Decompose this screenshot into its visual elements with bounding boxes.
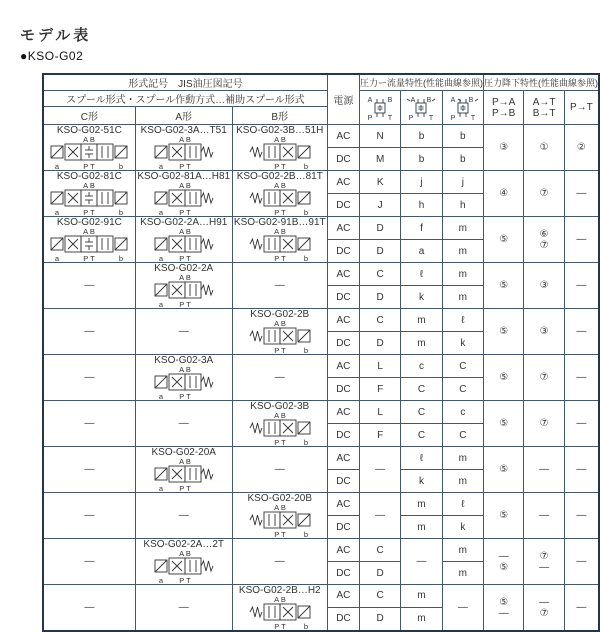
svg-text:T: T: [470, 115, 475, 121]
svg-text:P T: P T: [83, 254, 96, 262]
model-name: KSO-G02-81A…H81: [137, 171, 231, 182]
model-row-ac: [43, 171, 599, 194]
model-row-ac: [43, 125, 599, 148]
pressure-drop-cell: —: [564, 447, 599, 493]
pressure-drop-cell: —: [564, 539, 599, 585]
svg-text:T: T: [388, 115, 393, 121]
pressure-drop-cell: ⑦ —: [524, 539, 564, 585]
flow-letter-cell: D: [359, 240, 400, 263]
model-cell: [43, 171, 135, 217]
pressure-drop-cell: ②: [564, 125, 599, 171]
pressure-drop-cell: ④: [483, 171, 523, 217]
svg-text:A B: A B: [178, 136, 191, 144]
header-drop-col-pt: P→T: [564, 91, 599, 125]
empty-model-cell: —: [43, 263, 135, 309]
flow-letter-cell: h: [442, 194, 483, 217]
model-name: KSO-G02-20B: [247, 493, 312, 504]
valve-schematic-icon: [248, 182, 312, 216]
valve-schematic-icon: [153, 182, 215, 216]
svg-text:b: b: [119, 162, 124, 170]
flow-letter-cell-merged: —: [359, 493, 400, 539]
model-cell: [135, 217, 232, 263]
pressure-drop-cell: ⑤: [483, 309, 523, 355]
model-cell: [232, 171, 327, 217]
power-cell: AC: [327, 493, 359, 516]
pressure-drop-cell: — ⑦: [524, 585, 564, 632]
flow-letter-cell: m: [401, 309, 442, 332]
flow-letter-cell: C: [401, 378, 442, 401]
empty-model-cell: —: [135, 401, 232, 447]
flow-letter-cell: L: [359, 401, 400, 424]
valve-schematic-icon: [248, 504, 312, 538]
svg-text:P T: P T: [274, 162, 286, 170]
svg-text:a: a: [158, 484, 163, 492]
svg-text:a: a: [55, 254, 60, 262]
header-power: 電源: [327, 74, 359, 125]
flow-letter-cell: j: [442, 171, 483, 194]
svg-text:P: P: [409, 115, 414, 121]
svg-text:a: a: [158, 576, 163, 584]
model-name: KSO-G02-2B: [250, 309, 310, 320]
pressure-drop-cell: ③: [524, 309, 564, 355]
svg-text:a: a: [55, 208, 60, 216]
model-name: KSO-G02-3B: [250, 401, 310, 412]
model-name: KSO-G02-81C: [56, 171, 122, 182]
svg-text:P T: P T: [179, 300, 191, 308]
svg-text:P T: P T: [179, 162, 191, 170]
flow-letter-cell: k: [401, 470, 442, 493]
svg-text:A B: A B: [178, 366, 191, 374]
svg-text:P: P: [450, 115, 456, 121]
model-row-ac: [43, 447, 599, 470]
header-drop-col-pa-pb: P→A P→B: [483, 91, 523, 125]
model-cell: [135, 539, 232, 585]
svg-text:P T: P T: [274, 438, 286, 446]
svg-text:A B: A B: [178, 550, 191, 558]
flow-letter-cell: C: [401, 401, 442, 424]
flow-letter-cell: F: [359, 378, 400, 401]
power-cell: AC: [327, 447, 359, 470]
svg-text:A B: A B: [273, 320, 286, 328]
flow-letter-cell: k: [442, 516, 483, 539]
power-cell: DC: [327, 562, 359, 585]
valve-schematic-icon: [49, 228, 129, 262]
model-cell: [135, 171, 232, 217]
power-cell: DC: [327, 148, 359, 171]
header-drop-col-at-bt: A→T B→T: [524, 91, 564, 125]
empty-model-cell: —: [135, 309, 232, 355]
valve-schematic-icon: [248, 596, 312, 630]
valve-symbol-closed-center-icon: [362, 94, 398, 121]
model-cell: [232, 217, 327, 263]
flow-letter-cell: ℓ: [401, 263, 442, 286]
flow-letter-cell: f: [401, 217, 442, 240]
pressure-drop-cell: —: [564, 263, 599, 309]
flow-letter-cell: C: [401, 424, 442, 447]
model-name: KSO-G02-3A: [154, 355, 214, 366]
svg-text:b: b: [119, 254, 124, 262]
flow-letter-cell: C: [359, 539, 400, 562]
flow-letter-cell: m: [401, 516, 442, 539]
valve-schematic-icon: [49, 182, 129, 216]
model-cell: [43, 217, 135, 263]
model-name: KSO-G02-20A: [151, 447, 216, 458]
svg-text:P T: P T: [83, 208, 96, 216]
pressure-drop-cell: —: [564, 217, 599, 263]
pressure-drop-cell: ⑤: [483, 401, 523, 447]
flow-letter-cell-merged: —: [401, 539, 442, 585]
model-name: KSO-G02-2A…H91: [140, 217, 228, 228]
empty-model-cell: —: [43, 355, 135, 401]
svg-text:P T: P T: [83, 162, 96, 170]
pressure-drop-cell: ①: [524, 125, 564, 171]
empty-model-cell: —: [232, 263, 327, 309]
flow-letter-cell: J: [359, 194, 400, 217]
power-cell: AC: [327, 585, 359, 608]
flow-symbol-1-cell: [359, 91, 400, 125]
flow-letter-cell: m: [442, 217, 483, 240]
model-row-ac: [43, 355, 599, 378]
flow-letter-cell: D: [359, 332, 400, 355]
power-cell: AC: [327, 309, 359, 332]
model-cell: [232, 585, 327, 632]
flow-letter-cell-merged: —: [442, 585, 483, 632]
power-cell: DC: [327, 607, 359, 631]
valve-schematic-icon: [153, 550, 215, 584]
header-format-symbol: 形式記号 JIS油圧図記号: [43, 74, 327, 91]
power-cell: DC: [327, 516, 359, 539]
pressure-drop-cell: —: [524, 493, 564, 539]
power-cell: DC: [327, 240, 359, 263]
power-cell: AC: [327, 217, 359, 240]
model-row-ac: [43, 585, 599, 608]
power-cell: DC: [327, 424, 359, 447]
svg-text:A B: A B: [178, 274, 191, 282]
flow-letter-cell: M: [359, 148, 400, 171]
pressure-drop-cell: ⑤: [483, 493, 523, 539]
valve-schematic-icon: [248, 412, 312, 446]
valve-schematic-icon: [248, 320, 312, 354]
power-cell: AC: [327, 401, 359, 424]
power-cell: DC: [327, 378, 359, 401]
model-cell: [232, 401, 327, 447]
model-name: KSO-G02-3A…T51: [140, 125, 227, 136]
model-row-ac: [43, 263, 599, 286]
empty-model-cell: —: [43, 539, 135, 585]
pressure-drop-cell: —: [564, 171, 599, 217]
svg-text:b: b: [303, 438, 308, 446]
svg-text:a: a: [158, 254, 163, 262]
empty-model-cell: —: [43, 401, 135, 447]
pressure-drop-cell: —: [564, 585, 599, 632]
svg-text:A B: A B: [178, 228, 191, 236]
empty-model-cell: —: [232, 539, 327, 585]
model-cell: [232, 125, 327, 171]
power-cell: DC: [327, 286, 359, 309]
svg-text:A B: A B: [273, 136, 286, 144]
flow-letter-cell: C: [359, 585, 400, 608]
flow-letter-cell-merged: —: [359, 447, 400, 493]
svg-text:A B: A B: [273, 412, 286, 420]
pressure-drop-cell: ③: [524, 263, 564, 309]
flow-letter-cell: C: [359, 263, 400, 286]
svg-text:P T: P T: [179, 392, 191, 400]
svg-text:b: b: [303, 208, 308, 216]
svg-text:A B: A B: [83, 182, 96, 190]
svg-text:A: A: [450, 97, 456, 104]
flow-letter-cell: C: [442, 424, 483, 447]
svg-text:A B: A B: [178, 182, 191, 190]
flow-letter-cell: ℓ: [401, 447, 442, 470]
model-cell: [135, 447, 232, 493]
power-cell: DC: [327, 332, 359, 355]
header-flow-title: 圧力ー流量特性(性能曲線参照): [359, 74, 483, 91]
svg-text:b: b: [303, 254, 308, 262]
flow-letter-cell: N: [359, 125, 400, 148]
flow-symbol-3-cell: [442, 91, 483, 125]
svg-text:P T: P T: [179, 254, 191, 262]
model-row-ac: [43, 493, 599, 516]
power-cell: AC: [327, 171, 359, 194]
flow-letter-cell: m: [442, 286, 483, 309]
svg-text:P T: P T: [274, 346, 286, 354]
empty-model-cell: —: [43, 585, 135, 632]
empty-model-cell: —: [135, 493, 232, 539]
pressure-drop-cell: ⑦: [524, 401, 564, 447]
valve-schematic-icon: [248, 136, 312, 170]
model-name: KSO-G02-3B…51H: [236, 125, 324, 136]
flow-letter-cell: ℓ: [442, 309, 483, 332]
model-name: KSO-G02-2A…2T: [143, 539, 225, 550]
flow-letter-cell: m: [401, 493, 442, 516]
header-drop-title: 圧力降下特性(性能曲線参照): [483, 74, 599, 91]
model-cell: [43, 125, 135, 171]
pressure-drop-cell: —: [564, 493, 599, 539]
model-cell: [135, 125, 232, 171]
power-cell: AC: [327, 355, 359, 378]
empty-model-cell: —: [232, 355, 327, 401]
valve-schematic-icon: [49, 136, 129, 170]
flow-letter-cell: k: [442, 332, 483, 355]
flow-letter-cell: C: [442, 355, 483, 378]
model-table: [42, 73, 600, 632]
flow-letter-cell: m: [442, 263, 483, 286]
svg-text:a: a: [158, 208, 163, 216]
header-form-b: B形: [232, 107, 327, 125]
valve-schematic-icon: [248, 228, 312, 262]
pressure-drop-cell: —: [564, 401, 599, 447]
svg-text:P T: P T: [179, 484, 191, 492]
flow-letter-cell: k: [401, 286, 442, 309]
svg-text:P T: P T: [274, 622, 286, 630]
model-name: KSO-G02-91B…91T: [233, 217, 326, 228]
power-cell: AC: [327, 263, 359, 286]
flow-letter-cell: m: [442, 470, 483, 493]
empty-model-cell: —: [43, 493, 135, 539]
pressure-drop-cell: — ⑤: [483, 539, 523, 585]
svg-text:b: b: [303, 530, 308, 538]
model-row-ac: [43, 217, 599, 240]
svg-text:A: A: [411, 97, 416, 104]
svg-text:P T: P T: [274, 254, 286, 262]
pressure-drop-cell: ⑤: [483, 355, 523, 401]
model-table-body: [43, 125, 599, 632]
flow-letter-cell: m: [401, 332, 442, 355]
flow-letter-cell: ℓ: [442, 493, 483, 516]
pressure-drop-cell: ⑤: [483, 217, 523, 263]
pressure-drop-cell: ⑥ ⑦: [524, 217, 564, 263]
svg-text:A B: A B: [83, 136, 96, 144]
svg-text:P T: P T: [274, 530, 286, 538]
valve-schematic-icon: [153, 136, 215, 170]
flow-letter-cell: a: [401, 240, 442, 263]
svg-text:b: b: [303, 622, 308, 630]
svg-text:A: A: [367, 97, 373, 104]
flow-letter-cell: j: [401, 171, 442, 194]
svg-text:A B: A B: [178, 458, 191, 466]
flow-letter-cell: C: [359, 309, 400, 332]
empty-model-cell: —: [43, 447, 135, 493]
flow-letter-cell: c: [401, 355, 442, 378]
svg-text:A B: A B: [273, 228, 286, 236]
power-cell: DC: [327, 470, 359, 493]
pressure-drop-cell: —: [564, 309, 599, 355]
model-cell: [232, 493, 327, 539]
model-cell: [135, 355, 232, 401]
flow-symbol-2-cell: [401, 91, 442, 125]
model-name: KSO-G02-2B…H2: [238, 585, 321, 596]
page-title: モデル表: [20, 27, 92, 44]
svg-text:A B: A B: [273, 596, 286, 604]
svg-text:A B: A B: [273, 504, 286, 512]
valve-symbol-left-offset-icon: [403, 94, 439, 121]
header-form-c: C形: [43, 107, 135, 125]
flow-letter-cell: D: [359, 607, 400, 631]
power-cell: AC: [327, 539, 359, 562]
flow-letter-cell: K: [359, 171, 400, 194]
model-row-ac: [43, 539, 599, 562]
svg-text:P T: P T: [274, 208, 286, 216]
model-table-header: [43, 74, 599, 125]
valve-schematic-icon: [153, 228, 215, 262]
flow-letter-cell: b: [442, 148, 483, 171]
valve-schematic-icon: [153, 458, 215, 492]
flow-letter-cell: m: [442, 447, 483, 470]
svg-text:P T: P T: [179, 208, 191, 216]
svg-text:P T: P T: [179, 576, 191, 584]
svg-text:a: a: [55, 162, 60, 170]
svg-text:A B: A B: [83, 228, 96, 236]
pressure-drop-cell: ⑤: [483, 447, 523, 493]
flow-letter-cell: m: [401, 585, 442, 608]
svg-text:a: a: [158, 392, 163, 400]
header-spool-description: スプール形式・スプール作動方式…補助スプール形式: [43, 91, 327, 107]
flow-letter-cell: b: [442, 125, 483, 148]
flow-letter-cell: D: [359, 217, 400, 240]
pressure-drop-cell: ⑤ —: [483, 585, 523, 632]
pressure-drop-cell: ⑤: [483, 263, 523, 309]
svg-text:B: B: [427, 97, 432, 104]
flow-letter-cell: F: [359, 424, 400, 447]
svg-text:a: a: [158, 162, 163, 170]
flow-letter-cell: C: [442, 378, 483, 401]
power-cell: AC: [327, 125, 359, 148]
valve-schematic-icon: [153, 274, 215, 308]
empty-model-cell: —: [43, 309, 135, 355]
svg-text:a: a: [158, 300, 163, 308]
model-cell: [135, 263, 232, 309]
empty-model-cell: —: [232, 447, 327, 493]
model-cell: [232, 309, 327, 355]
flow-letter-cell: h: [401, 194, 442, 217]
valve-schematic-icon: [153, 366, 215, 400]
header-form-a: A形: [135, 107, 232, 125]
pressure-drop-cell: —: [524, 447, 564, 493]
pressure-drop-cell: ⑦: [524, 355, 564, 401]
valve-symbol-right-offset-icon: [445, 94, 481, 121]
flow-letter-cell: m: [401, 607, 442, 631]
flow-letter-cell: D: [359, 562, 400, 585]
flow-letter-cell: m: [442, 539, 483, 562]
model-name: KSO-G02-2A: [154, 263, 214, 274]
flow-letter-cell: m: [442, 240, 483, 263]
flow-letter-cell: D: [359, 286, 400, 309]
model-name: KSO-G02-2B…81T: [236, 171, 323, 182]
svg-text:b: b: [119, 208, 124, 216]
flow-letter-cell: m: [442, 562, 483, 585]
svg-text:B: B: [468, 97, 474, 104]
svg-text:A B: A B: [273, 182, 286, 190]
model-row-ac: [43, 401, 599, 424]
svg-text:T: T: [429, 115, 434, 121]
svg-text:B: B: [387, 97, 393, 104]
model-series-label: ●KSO-G02: [20, 49, 84, 63]
model-row-ac: [43, 309, 599, 332]
empty-model-cell: —: [135, 585, 232, 632]
flow-letter-cell: b: [401, 125, 442, 148]
svg-text:P: P: [367, 115, 373, 121]
svg-text:b: b: [303, 346, 308, 354]
model-name: KSO-G02-51C: [56, 125, 122, 136]
power-cell: DC: [327, 194, 359, 217]
flow-letter-cell: c: [442, 401, 483, 424]
flow-letter-cell: L: [359, 355, 400, 378]
pressure-drop-cell: ⑦: [524, 171, 564, 217]
pressure-drop-cell: —: [564, 355, 599, 401]
pressure-drop-cell: ③: [483, 125, 523, 171]
svg-text:b: b: [303, 162, 308, 170]
model-name: KSO-G02-91C: [56, 217, 122, 228]
flow-letter-cell: b: [401, 148, 442, 171]
